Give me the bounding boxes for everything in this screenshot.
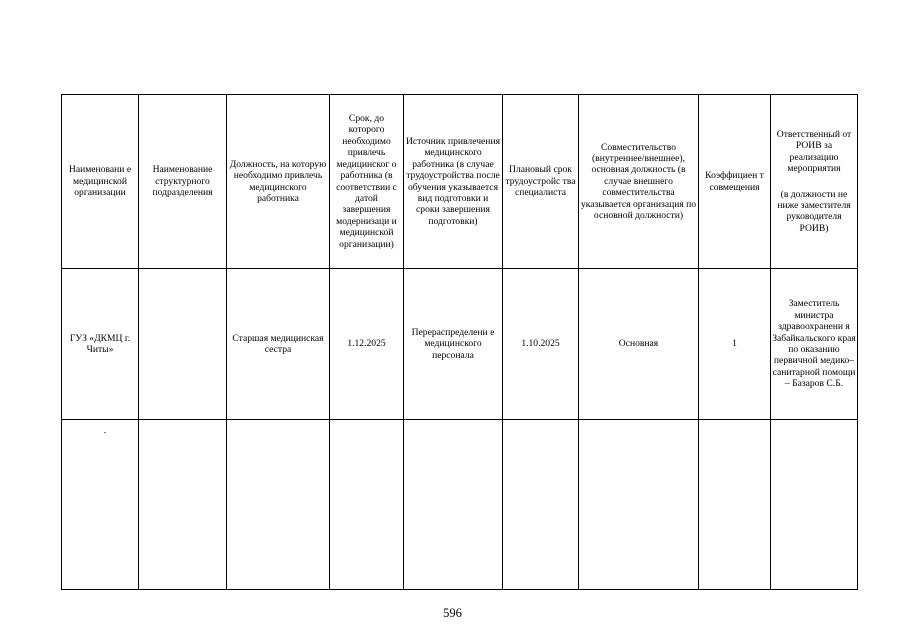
cell-organization: ГУЗ «ДКМЦ г. Читы» (62, 269, 139, 420)
table-row-empty (62, 420, 858, 590)
empty-cell (579, 420, 699, 590)
header-organization: Наименовани е медицинской организации (62, 95, 139, 269)
table-row (62, 269, 858, 420)
table-header-row (62, 95, 858, 269)
header-department: Наименование структурного подразделения (139, 95, 227, 269)
cell-department (139, 269, 227, 420)
cell-source: Перераспределени е медицинского персонала (404, 269, 503, 420)
header-combination: Совместительство (внутреннее/внешнее), основная должность (в случае внешнего совместительства указывается организация по основной должности) (579, 95, 699, 269)
scan-speck (104, 432, 106, 433)
cell-combination: Основная (579, 269, 699, 420)
header-planned-date: Плановый срок трудоустройс тва специалиста (503, 95, 579, 269)
header-responsible-title: Ответственный от РОИВ за реализацию мероприятия (776, 128, 852, 175)
empty-cell (139, 420, 227, 590)
cell-position: Старшая медицинская сестра (227, 269, 330, 420)
cell-planned-date: 1.10.2025 (503, 269, 579, 420)
header-source: Источник привлечения медицинского работника (в случае трудоустройства после обучения указывается вид подготовки и сроки завершения подготовки) (404, 95, 503, 269)
header-coefficient: Коэффициен т совмещения (699, 95, 771, 269)
cell-responsible: Заместитель министра здравоохранени я Забайкальского края по оказанию первичной медико– санитарной помощи – Базаров С.Б. (771, 269, 858, 420)
header-position: Должность, на которую необходимо привлечь медицинского работника (227, 95, 330, 269)
header-responsible (771, 95, 858, 269)
empty-cell (404, 420, 503, 590)
empty-cell (330, 420, 404, 590)
empty-cell (771, 420, 858, 590)
cell-deadline: 1.12.2025 (330, 269, 404, 420)
header-deadline: Срок, до которого необходимо привлечь медицинског о работника (в соответствии с датой завершения модернизаци и медицинской организации) (330, 95, 404, 269)
empty-cell (503, 420, 579, 590)
empty-cell (227, 420, 330, 590)
empty-cell (699, 420, 771, 590)
cell-coefficient: 1 (699, 269, 771, 420)
measures-table (61, 94, 858, 590)
empty-cell (62, 420, 139, 590)
page-number: 596 (443, 606, 462, 620)
header-responsible-note: (в должности не ниже заместителя руководителя РОИВ) (777, 188, 851, 234)
